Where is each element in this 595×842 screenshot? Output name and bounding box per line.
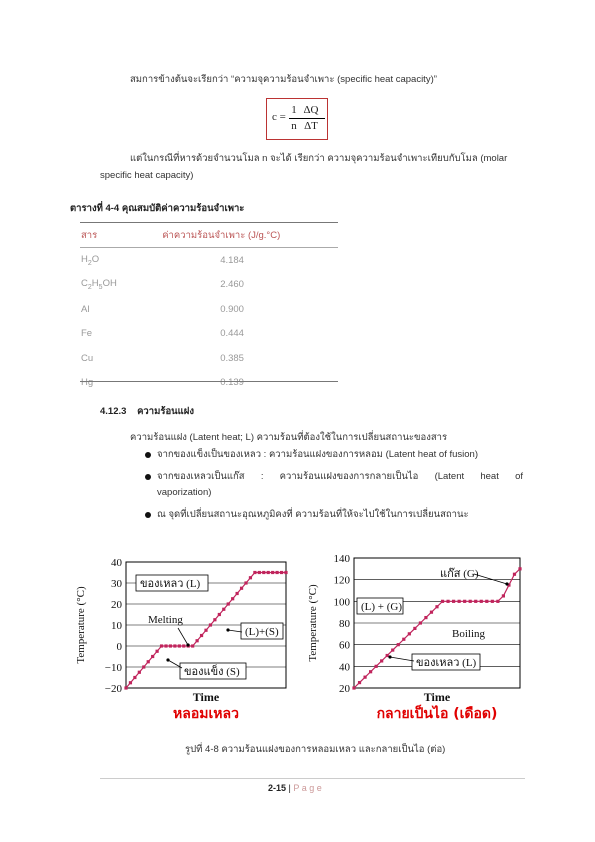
data-point	[485, 600, 488, 603]
data-point	[236, 592, 239, 595]
table-caption: ตารางที่ 4-4 คุณสมบัติค่าความร้อนจำเพาะ	[70, 203, 245, 214]
y-tick-label: 10	[111, 620, 122, 632]
annotation-label: ของแข็ง (S)	[184, 666, 240, 678]
bullet-vaporization-cont: vaporization)	[157, 487, 212, 498]
annotation-arrowhead	[388, 655, 391, 658]
table-cell-value: 0.385	[220, 352, 244, 364]
data-point	[173, 644, 176, 647]
data-point	[271, 571, 274, 574]
section-title: ความร้อนแฝง	[137, 406, 194, 417]
formula-dt: ΔT	[304, 120, 318, 132]
data-point	[129, 681, 132, 684]
figure-caption: รูปที่ 4-8 ความร้อนแฝงของการหลอมเหลว และกลายเป็นไอ (ต่อ)	[185, 744, 446, 755]
data-point	[142, 665, 145, 668]
table-bottom-rule	[80, 381, 338, 382]
annotation-label: Boiling	[452, 628, 486, 640]
y-tick-label: 120	[333, 574, 350, 587]
data-point	[397, 643, 400, 646]
chart-title: กลายเป็นไอ (เดือด)	[376, 706, 498, 722]
data-point	[469, 600, 472, 603]
data-point	[133, 676, 136, 679]
data-point	[160, 644, 163, 647]
bullet-dot	[145, 452, 151, 458]
section-number: 4.12.3	[100, 406, 127, 417]
page-number: 2-15	[268, 783, 287, 793]
molar-line-1: แต่ในกรณีที่หารด้วยจำนวนโมล n จะได้ เรียกว่า ความจุความร้อนจำเพาะเทียบกับโมล (molar	[130, 153, 508, 164]
data-point	[209, 623, 212, 626]
annotation-label: Melting	[148, 614, 183, 626]
data-point	[280, 571, 283, 574]
y-tick-label: −10	[104, 662, 122, 674]
data-point	[358, 681, 361, 684]
boiling-chart	[302, 548, 532, 728]
annotation-arrowhead	[166, 658, 169, 661]
page-footer	[268, 783, 322, 793]
table-row	[80, 371, 338, 396]
table-cell-substance: Hg	[81, 377, 94, 389]
data-point	[463, 600, 466, 603]
molar-line-2: specific heat capacity)	[100, 170, 194, 181]
x-axis-label: Time	[423, 690, 451, 704]
annotation-arrowhead	[505, 582, 508, 585]
table-cell-substance: $H_2O$	[81, 253, 100, 267]
data-point	[386, 654, 389, 657]
data-point	[258, 571, 261, 574]
data-point	[408, 632, 411, 635]
data-point	[458, 600, 461, 603]
data-point	[262, 571, 265, 574]
data-point	[474, 600, 477, 603]
data-point	[424, 616, 427, 619]
y-tick-label: 80	[339, 618, 350, 630]
data-point	[402, 638, 405, 641]
y-tick-label: 100	[333, 596, 350, 609]
data-point	[513, 573, 516, 576]
data-point	[496, 600, 499, 603]
data-point	[191, 644, 194, 647]
data-point	[413, 627, 416, 630]
annotation-arrowhead	[226, 628, 229, 631]
y-tick-label: 30	[111, 578, 122, 590]
section-heading	[100, 405, 194, 419]
data-point	[204, 629, 207, 632]
y-tick-label: 0	[116, 641, 122, 653]
table-header-row	[80, 223, 338, 248]
bullet-dot	[145, 512, 151, 518]
data-point	[156, 650, 159, 653]
data-point	[249, 576, 252, 579]
y-tick-label: 40	[339, 661, 350, 674]
bullet-dot	[145, 474, 151, 480]
data-point	[363, 676, 366, 679]
table-cell-substance: Cu	[81, 352, 94, 364]
data-point	[380, 659, 383, 662]
data-point	[391, 648, 394, 651]
intro-line: สมการข้างต้นจะเรียกว่า “ความจุความร้อนจำเพาะ (specific heat capacity)”	[130, 74, 437, 85]
y-tick-label: 140	[333, 553, 350, 565]
annotation-label: ของเหลว (L)	[140, 578, 201, 590]
data-point	[200, 634, 203, 637]
data-point	[231, 597, 234, 600]
table-row	[80, 297, 338, 322]
table-cell-value: 4.184	[220, 254, 244, 266]
table-row	[80, 346, 338, 371]
data-point	[182, 644, 185, 647]
y-tick-label: 40	[111, 557, 122, 569]
latent-intro: ความร้อนแฝง (Latent heat; L) ความร้อนที่ต้องใช้ในการเปลี่ยนสถานะของสาร	[130, 432, 448, 443]
y-tick-label: 60	[339, 639, 350, 652]
data-point	[169, 644, 172, 647]
bullet-fusion: จากของแข็งเป็นของเหลว : ความร้อนแฝงของการหลอม (Latent heat of fusion)	[157, 449, 478, 460]
data-point	[151, 655, 154, 658]
bullet-vaporization: จากของเหลวเป็นแก๊ส : ความร้อนแฝงของการกลายเป็นไอ (Latent heat of	[157, 471, 523, 482]
formula-dq: ΔQ	[297, 103, 325, 119]
data-point	[244, 581, 247, 584]
y-axis-label: Temperature (°C)	[75, 586, 87, 664]
table-header-value: ค่าความร้อนจำเพาะ (J/g.°C)	[132, 223, 338, 248]
data-point	[164, 644, 167, 647]
formula-fraction	[297, 103, 325, 134]
annotation-label: (L)+(S)	[245, 626, 279, 638]
data-point	[452, 600, 455, 603]
formula-n: n	[291, 120, 297, 132]
data-point	[276, 571, 279, 574]
data-point	[147, 660, 150, 663]
annotation-arrowhead	[186, 643, 189, 646]
data-point	[227, 602, 230, 605]
chart-title: หลอมเหลว	[173, 706, 239, 722]
data-point	[480, 600, 483, 603]
data-point	[369, 670, 372, 673]
data-point	[213, 618, 216, 621]
data-point	[196, 639, 199, 642]
data-point	[441, 600, 444, 603]
data-point	[222, 608, 225, 611]
data-point	[446, 600, 449, 603]
data-point	[284, 571, 287, 574]
table-cell-value: 0.444	[220, 328, 244, 340]
data-point	[430, 611, 433, 614]
table-cell-value: 0.139	[220, 377, 244, 389]
annotation-label: (L) + (G)	[361, 601, 403, 613]
data-point	[178, 644, 181, 647]
footer-rule	[100, 778, 525, 779]
data-point	[253, 571, 256, 574]
data-point	[518, 567, 521, 570]
specific-heat-formula	[266, 98, 328, 140]
table-cell-substance: Al	[81, 303, 90, 315]
data-point	[218, 613, 221, 616]
data-point	[435, 605, 438, 608]
table-row	[80, 322, 338, 347]
data-point	[491, 600, 494, 603]
bullet-constant-temp: ณ จุดที่เปลี่ยนสถานะอุณหภูมิคงที่ ความร้อนที่ให้จะไปใช้ในการเปลี่ยนสถานะ	[157, 509, 469, 520]
y-axis-label: Temperature (°C)	[307, 584, 319, 662]
y-tick-label: 20	[111, 599, 122, 611]
data-point	[124, 686, 127, 689]
formula-one: 1	[289, 103, 299, 119]
data-point	[352, 686, 355, 689]
annotation-label: แก๊ส (G)	[440, 568, 479, 580]
melting-chart	[70, 548, 300, 728]
table-cell-value: 0.900	[220, 303, 244, 315]
page-label: P a g e	[293, 783, 322, 793]
table-row	[80, 273, 338, 298]
page-separator: |	[288, 783, 291, 793]
data-point	[138, 671, 141, 674]
table-cell-value: 2.460	[220, 279, 244, 291]
data-point	[375, 665, 378, 668]
x-axis-label: Time	[192, 690, 220, 704]
data-point	[267, 571, 270, 574]
table-cell-substance: Fe	[81, 328, 93, 340]
data-point	[502, 594, 505, 597]
specific-heat-table	[80, 223, 338, 395]
formula-lhs: c =	[272, 111, 286, 123]
y-tick-label: −20	[104, 683, 122, 695]
table-cell-substance: $C_2H_5OH$	[81, 278, 117, 292]
y-tick-label: 20	[339, 683, 350, 695]
annotation-label: ของเหลว (L)	[416, 657, 477, 669]
data-point	[240, 587, 243, 590]
table-row	[80, 248, 338, 273]
data-point	[419, 621, 422, 624]
table-header-substance: สาร	[80, 223, 132, 248]
